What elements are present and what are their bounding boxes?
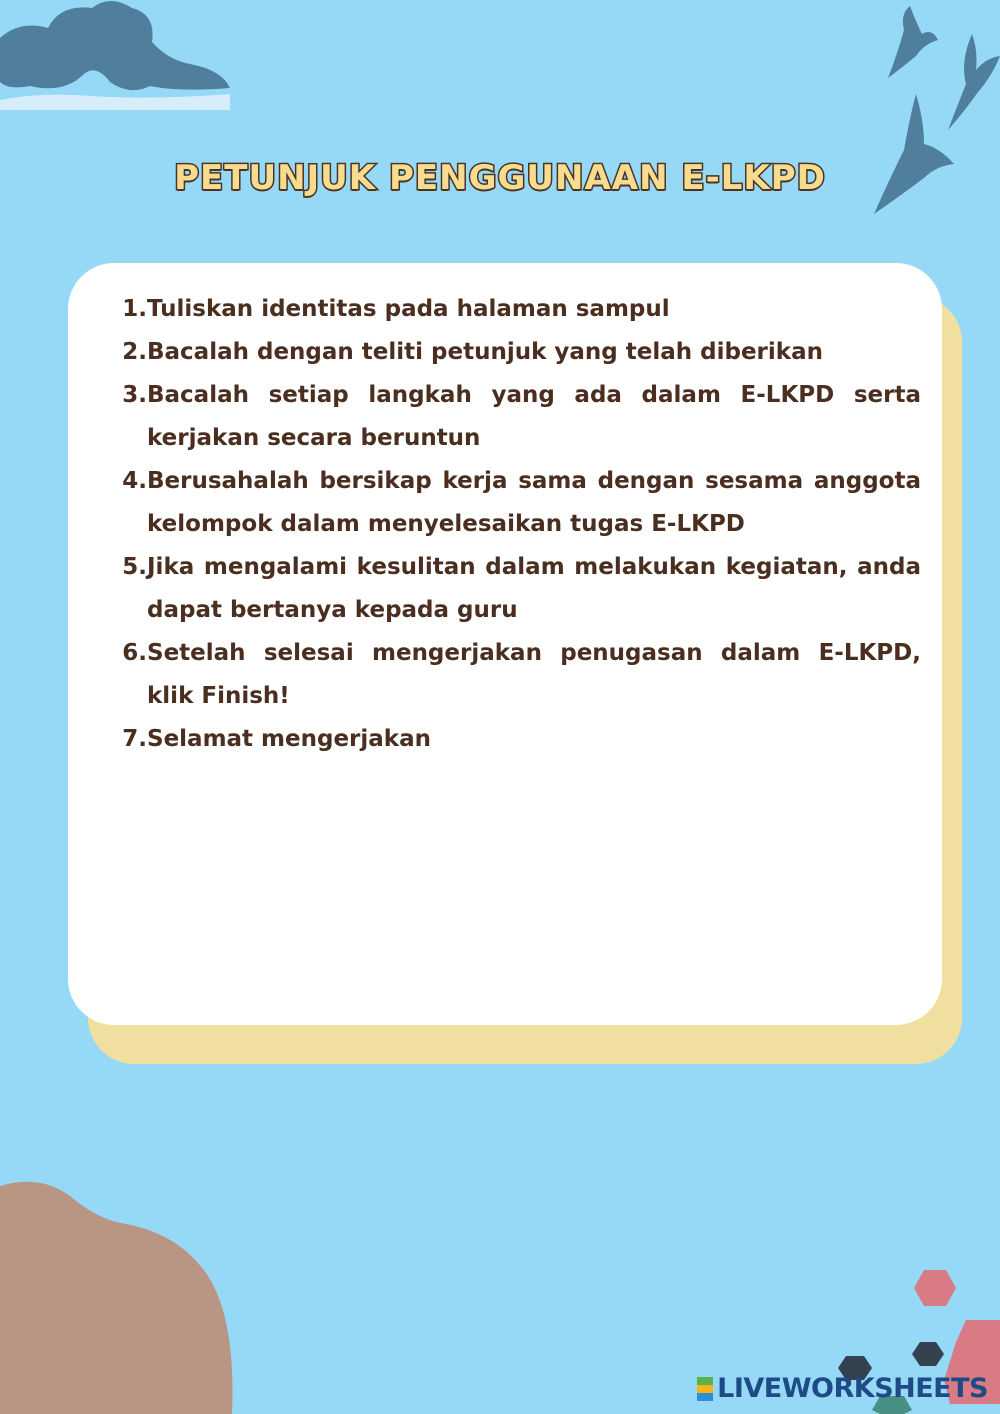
step-text: Bacalah setiap langkah yang ada dalam E-LKPD serta kerjakan secara beruntun [147, 382, 921, 451]
step-number: 2. [122, 339, 147, 365]
liveworksheets-logo [697, 1373, 988, 1404]
list-item [115, 374, 921, 460]
step-number: 6. [122, 640, 147, 666]
step-text: Berusahalah bersikap kerja sama dengan sesama anggota kelompok dalam menyelesaikan tugas E-LKPD [147, 468, 921, 537]
step-text: Bacalah dengan teliti petunjuk yang telah diberikan [147, 339, 823, 365]
list-item [115, 546, 921, 632]
step-number: 1. [122, 296, 147, 322]
list-item [115, 632, 921, 718]
step-text: Tuliskan identitas pada halaman sampul [147, 296, 670, 322]
liveworksheets-logo-icon [697, 1377, 713, 1401]
step-number: 4. [122, 468, 147, 494]
step-text: Setelah selesai mengerjakan penugasan dalam E-LKPD, klik Finish! [147, 640, 921, 709]
list-item [115, 718, 921, 761]
list-item [115, 331, 921, 374]
step-text: Jika mengalami kesulitan dalam melakukan kegiatan, anda dapat bertanya kepada guru [147, 554, 921, 623]
decorative-blob [0, 1180, 240, 1414]
list-item [115, 288, 921, 331]
step-number: 7. [122, 726, 147, 752]
page-title: PETUNJUK PENGGUNAAN E-LKPD [174, 158, 826, 198]
cloud-icon [0, 0, 240, 110]
step-number: 3. [122, 382, 147, 408]
step-number: 5. [122, 554, 147, 580]
step-text: Selamat mengerjakan [147, 726, 431, 752]
instructions-list [115, 288, 921, 761]
list-item [115, 460, 921, 546]
brand-name: LIVEWORKSHEETS [717, 1373, 988, 1404]
